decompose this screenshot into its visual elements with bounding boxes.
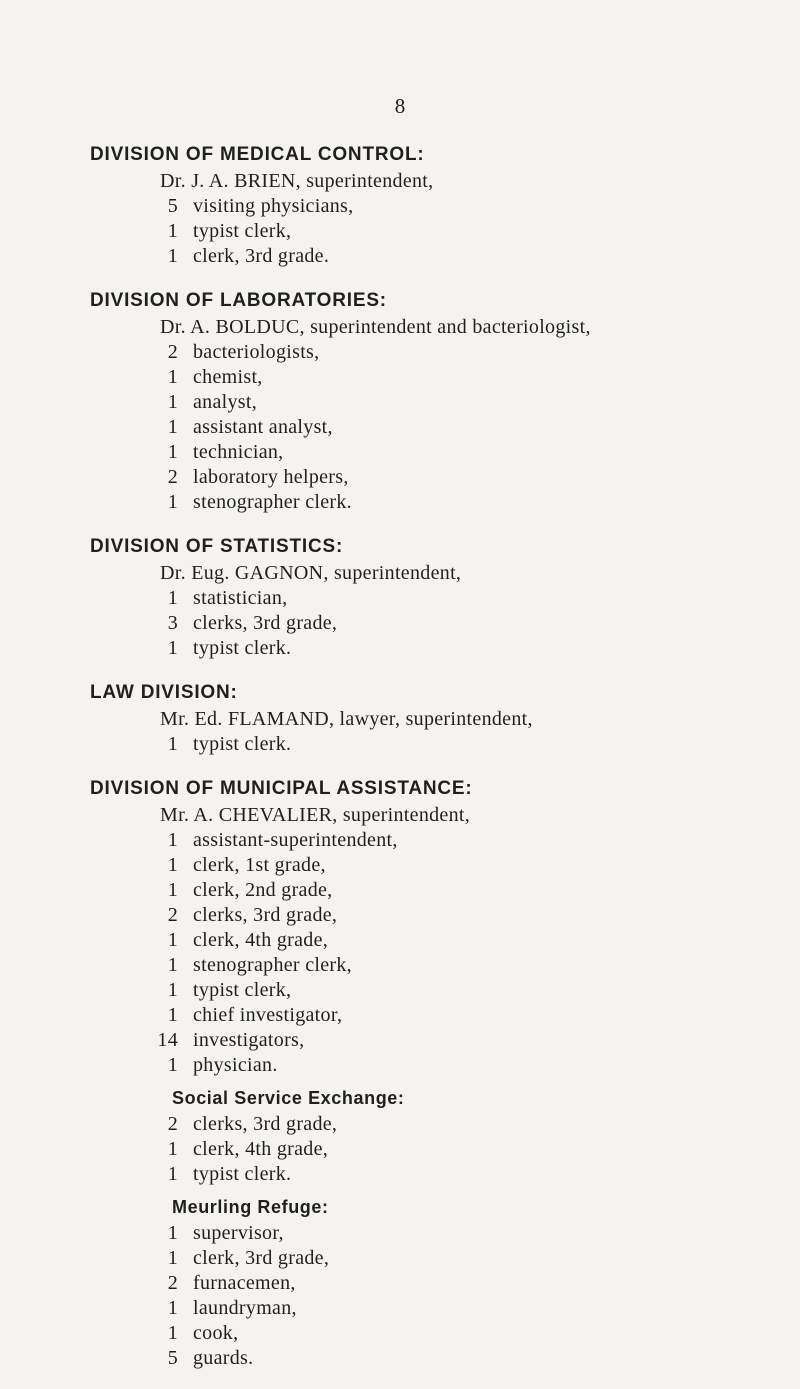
staff-count: 1 [167,587,178,609]
staff-role: laundryman, [193,1297,297,1319]
staff-count: 1 [167,637,178,659]
staff-role: visiting physicians, [193,195,354,217]
staff-role: guards. [193,1347,254,1369]
staff-count: 5 [167,1347,178,1369]
staff-count: 2 [167,904,178,926]
staff-line [0,390,800,415]
staff-count: 5 [167,195,178,217]
staff-count: 1 [167,1138,178,1160]
staff-role: clerk, 4th grade, [193,929,329,951]
staff-role: physician. [193,1054,278,1076]
division-heading: LAW DIVISION: [90,682,238,703]
staff-role: furnacemen, [193,1272,296,1294]
staff-role: typist clerk, [193,220,292,242]
staff-count: 1 [167,1222,178,1244]
staff-role: clerk, 1st grade, [193,854,326,876]
staff-role: chemist, [193,366,263,388]
staff-role: cook, [193,1322,239,1344]
staff-role: supervisor, [193,1222,284,1244]
superintendent-line: Dr. A. BOLDUC, superintendent and bacteriologist, [160,316,591,338]
staff-line [0,1003,800,1028]
staff-line [0,928,800,953]
staff-role: clerks, 3rd grade, [193,612,338,634]
staff-count: 1 [167,1322,178,1344]
staff-role: typist clerk. [193,637,292,659]
staff-count: 1 [167,1004,178,1026]
staff-line [0,194,800,219]
staff-count: 1 [167,1247,178,1269]
staff-count: 2 [167,466,178,488]
staff-count: 1 [167,929,178,951]
staff-line [0,1112,800,1137]
staff-role: clerk, 2nd grade, [193,879,333,901]
division-heading: DIVISION OF LABORATORIES: [90,290,387,311]
subsection-block [0,1084,800,1187]
superintendent-line: Dr. Eug. GAGNON, superintendent, [160,562,462,584]
staff-count: 1 [167,879,178,901]
staff-role: typist clerk. [193,1163,292,1185]
staff-line [0,732,800,757]
staff-role: chief investigator, [193,1004,343,1026]
subsection-heading: Social Service Exchange: [172,1088,405,1108]
division-section [0,533,800,661]
division-heading: DIVISION OF STATISTICS: [90,536,344,557]
staff-count: 3 [167,612,178,634]
staff-line [0,1162,800,1187]
staff-line [0,1221,800,1246]
staff-line [0,978,800,1003]
staff-count: 14 [157,1029,178,1051]
superintendent-line: Mr. A. CHEVALIER, superintendent, [160,804,471,826]
staff-line [0,636,800,661]
staff-role: typist clerk, [193,979,292,1001]
staff-count: 1 [167,416,178,438]
staff-role: clerks, 3rd grade, [193,1113,338,1135]
staff-line [0,1137,800,1162]
division-section [0,679,800,757]
staff-line [0,465,800,490]
staff-role: clerk, 3rd grade, [193,1247,330,1269]
staff-role: clerks, 3rd grade, [193,904,338,926]
staff-line [0,440,800,465]
staff-line [0,490,800,515]
staff-line [0,853,800,878]
staff-line [0,903,800,928]
division-heading: DIVISION OF MUNICIPAL ASSISTANCE: [90,778,473,799]
staff-line [0,611,800,636]
staff-line [0,1053,800,1078]
staff-count: 1 [167,1297,178,1319]
staff-role: stenographer clerk, [193,954,352,976]
division-section [0,141,800,269]
staff-count: 1 [167,979,178,1001]
staff-line [0,1028,800,1053]
staff-line [0,365,800,390]
staff-role: technician, [193,441,284,463]
staff-role: typist clerk. [193,733,292,755]
staff-line [0,828,800,853]
staff-count: 2 [167,1113,178,1135]
staff-line [0,1246,800,1271]
staff-listing [0,141,800,1389]
staff-count: 1 [167,441,178,463]
division-section [0,775,800,1371]
superintendent-line: Dr. J. A. BRIEN, superintendent, [160,170,434,192]
staff-line [0,878,800,903]
staff-line [0,1296,800,1321]
page-number: 8 [394,94,406,118]
staff-line [0,586,800,611]
staff-count: 2 [167,341,178,363]
staff-role: assistant-superintendent, [193,829,398,851]
staff-line [0,1271,800,1296]
staff-role: clerk, 3rd grade. [193,245,330,267]
staff-role: analyst, [193,391,258,413]
staff-count: 1 [167,391,178,413]
staff-role: clerk, 4th grade, [193,1138,329,1160]
staff-line [0,1346,800,1371]
staff-line [0,219,800,244]
staff-count: 1 [167,1054,178,1076]
staff-line [0,1321,800,1346]
staff-role: investigators, [193,1029,305,1051]
staff-count: 1 [167,829,178,851]
subsection-heading: Meurling Refuge: [172,1197,329,1217]
superintendent-line: Mr. Ed. FLAMAND, lawyer, superintendent, [160,708,533,730]
staff-count: 1 [167,220,178,242]
staff-line [0,340,800,365]
subsection-block [0,1193,800,1371]
staff-role: statistician, [193,587,288,609]
division-heading: DIVISION OF MEDICAL CONTROL: [90,144,425,165]
staff-count: 1 [167,245,178,267]
staff-count: 1 [167,733,178,755]
staff-role: stenographer clerk. [193,491,352,513]
staff-line [0,244,800,269]
staff-line [0,953,800,978]
staff-count: 1 [167,1163,178,1185]
staff-count: 1 [167,491,178,513]
staff-count: 1 [167,954,178,976]
staff-role: assistant analyst, [193,416,333,438]
staff-role: bacteriologists, [193,341,320,363]
staff-line [0,415,800,440]
staff-count: 1 [167,366,178,388]
division-section [0,287,800,515]
staff-count: 1 [167,854,178,876]
staff-count: 2 [167,1272,178,1294]
staff-role: laboratory helpers, [193,466,349,488]
